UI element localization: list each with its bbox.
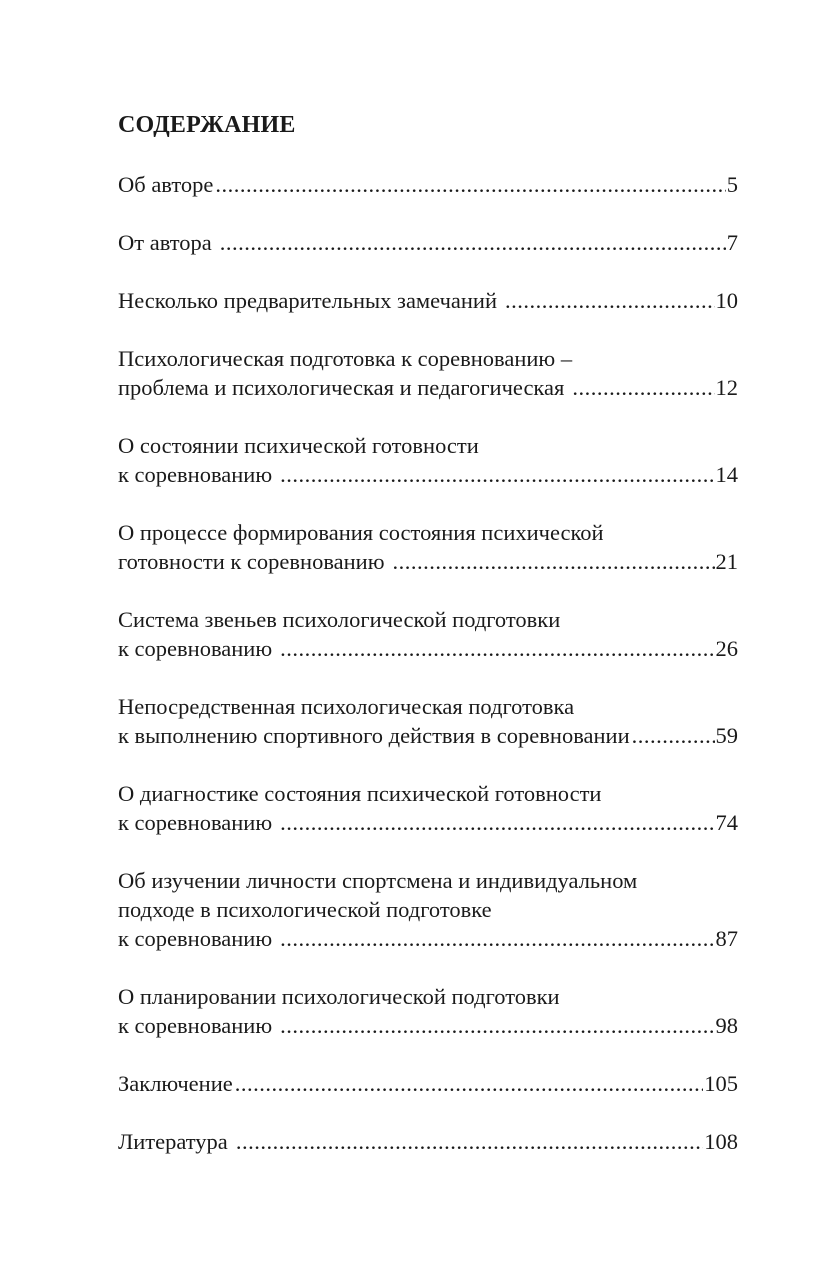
toc-entry [118,982,738,1040]
toc-entry [118,605,738,663]
toc-page-number: 98 [715,1013,738,1038]
toc-entry-title-line: к соревнованию [118,926,273,951]
toc-page-number: 87 [715,926,738,951]
dot-leader [505,286,714,315]
toc-page-number: 21 [715,549,738,574]
toc-entry-leader-line [118,924,738,953]
toc-page-number: 59 [715,723,738,748]
toc-page-number: 14 [715,462,738,487]
toc-entry-title-line: Об изучении личности спортсмена и индивидуальном [118,868,638,893]
dot-leader [393,547,715,576]
toc-page-number: 12 [715,375,738,400]
toc-entry-leader-line [118,1127,738,1156]
toc-entry [118,779,738,837]
toc-entry [118,866,738,953]
toc-entry [118,1127,738,1156]
toc-entry-title-line: к соревнованию [118,636,273,661]
dot-leader [280,808,714,837]
toc-entry-leader-line [118,547,738,576]
toc-entry-leader-line [118,1011,738,1040]
toc-entry-leader-line [118,1069,738,1098]
toc-entry-leader-line [118,170,738,199]
toc-entry-leader-line [118,373,738,402]
toc-entry [118,228,738,257]
dot-leader [632,721,715,750]
toc-entry-title-line: к соревнованию [118,1013,273,1038]
toc-page-number: 105 [704,1071,738,1096]
dot-leader [220,228,726,257]
toc-page-number: 5 [726,172,738,197]
toc-entry-title-line: Психологическая подготовка к соревнованию – [118,346,573,371]
toc-entry-title-line: к выполнению спортивного действия в соревновании [118,723,630,748]
toc-entry [118,692,738,750]
toc-entry-title-line: подходе в психологической подготовке [118,897,492,922]
toc-entry-title-line: О процессе формирования состояния психической [118,520,604,545]
dot-leader [280,460,714,489]
toc-entry-title-line: к соревнованию [118,462,273,487]
toc-entry-title-line: О планировании психологической подготовки [118,984,560,1009]
toc-page [118,110,738,1185]
toc-entry-title-line: к соревнованию [118,810,273,835]
dot-leader [280,1011,714,1040]
dot-leader [236,1127,703,1156]
toc-entry-title-line: О состоянии психической готовности [118,433,479,458]
toc-entry-title-line: Непосредственная психологическая подготовка [118,694,575,719]
toc-entry-title-line: Несколько предварительных замечаний [118,288,498,313]
toc-page-number: 26 [715,636,738,661]
toc-entry-title-line: О диагностике состояния психической готовности [118,781,602,806]
toc-entry [118,344,738,402]
toc-entry-leader-line [118,228,738,257]
toc-entry [118,286,738,315]
dot-leader [235,1069,704,1098]
toc-entry-title-line: Система звеньев психологической подготовки [118,607,561,632]
dot-leader [572,373,714,402]
toc-entry [118,431,738,489]
toc-entry-title-line: проблема и психологическая и педагогическая [118,375,565,400]
dot-leader [215,170,725,199]
dot-leader [280,924,714,953]
toc-entry [118,518,738,576]
toc-entry [118,1069,738,1098]
toc-page-number: 10 [715,288,738,313]
toc-title: СОДЕРЖАНИЕ [118,112,296,138]
toc-entry-leader-line [118,721,738,750]
toc-entry-leader-line [118,808,738,837]
toc-page-number: 74 [715,810,738,835]
toc-page-number: 7 [726,230,738,255]
toc-entry-leader-line [118,460,738,489]
toc-entry-title-line: Литература [118,1129,228,1154]
toc-entry-title-line: готовности к соревнованию [118,549,385,574]
toc-page-number: 108 [704,1129,738,1154]
toc-list [118,170,738,1156]
toc-entry-leader-line [118,634,738,663]
toc-entry-title-line: От автора [118,230,212,255]
toc-entry-title-line: Заключение [118,1071,233,1096]
toc-entry-title-line: Об авторе [118,172,214,197]
toc-entry-leader-line [118,286,738,315]
dot-leader [280,634,714,663]
toc-entry [118,170,738,199]
